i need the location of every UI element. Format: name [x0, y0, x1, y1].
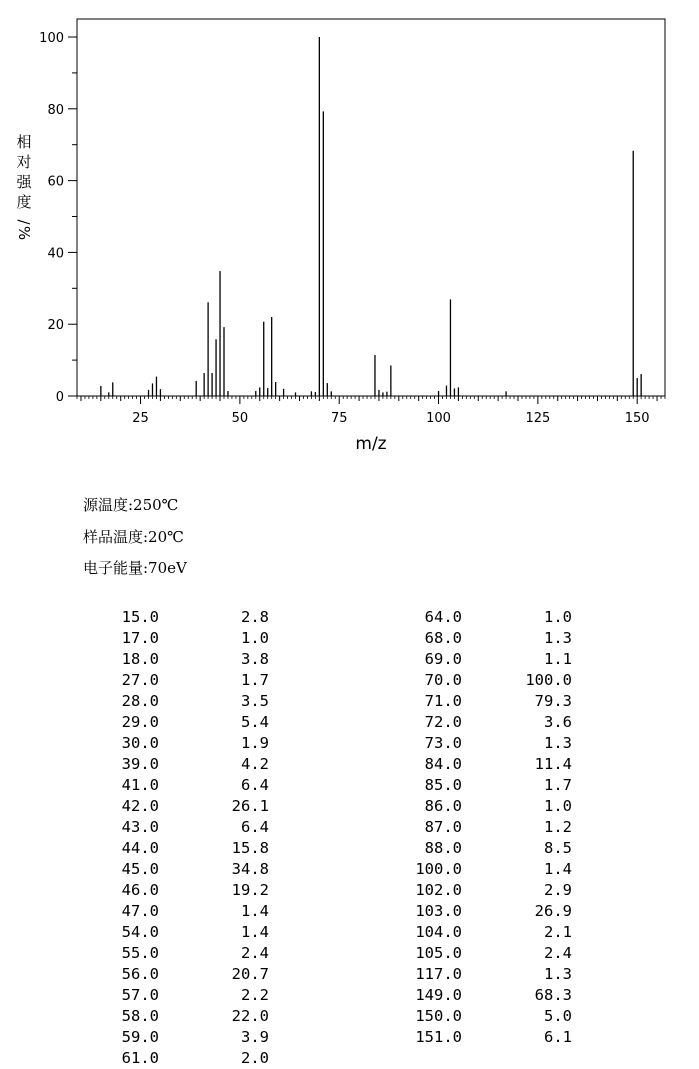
intensity-value: 20.7 [231, 965, 269, 983]
conditions-block [83, 492, 187, 587]
x-tick-label: 150 [624, 411, 650, 426]
peak-row-right [0, 607, 699, 628]
intensity-value: 3.6 [544, 713, 572, 731]
peak-row-right [0, 775, 699, 796]
mz-value: 44.0 [121, 839, 159, 857]
intensity-value: 2.1 [544, 923, 572, 941]
peak-row-left [0, 1048, 699, 1069]
intensity-value: 4.2 [241, 755, 269, 773]
intensity-value: 2.0 [241, 1049, 269, 1067]
x-tick-label: 75 [330, 411, 348, 426]
y-tick-label: 100 [39, 31, 64, 46]
mz-value: 43.0 [121, 818, 159, 836]
intensity-value: 34.8 [231, 860, 269, 878]
y-axis-label-char: 度 [16, 193, 32, 211]
y-axis-label-char: / [15, 219, 33, 225]
mz-value: 105.0 [415, 944, 462, 962]
intensity-value: 1.4 [241, 923, 269, 941]
x-tick-label: 25 [132, 411, 149, 426]
peak-row-right [0, 1006, 699, 1027]
intensity-value: 1.7 [544, 776, 572, 794]
intensity-value: 6.4 [241, 776, 269, 794]
mz-value: 150.0 [415, 1007, 462, 1025]
mz-value: 18.0 [121, 650, 159, 668]
y-axis-label-char: 相 [16, 133, 32, 151]
mz-value: 56.0 [121, 965, 159, 983]
peak-row-right [0, 754, 699, 775]
mz-value: 100.0 [415, 860, 462, 878]
mz-value: 17.0 [121, 629, 159, 647]
spectrum-svg [0, 0, 699, 470]
mz-value: 102.0 [415, 881, 462, 899]
mz-value: 103.0 [415, 902, 462, 920]
intensity-value: 2.8 [241, 608, 269, 626]
intensity-value: 2.2 [241, 986, 269, 1004]
intensity-value: 1.7 [241, 671, 269, 689]
mz-value: 54.0 [121, 923, 159, 941]
peak-row-right [0, 1027, 699, 1048]
intensity-value: 1.4 [544, 860, 572, 878]
mz-value: 61.0 [121, 1049, 159, 1067]
mz-value: 104.0 [415, 923, 462, 941]
x-tick-label: 125 [525, 411, 551, 426]
mz-value: 41.0 [121, 776, 159, 794]
intensity-value: 1.4 [241, 902, 269, 920]
source-temperature: 源温度:250℃ [83, 496, 179, 514]
x-axis-label: m/z [355, 434, 387, 454]
mz-value: 117.0 [415, 965, 462, 983]
x-major-ticks [81, 396, 657, 426]
intensity-value: 68.3 [534, 986, 572, 1004]
peak-row-right [0, 880, 699, 901]
mz-value: 69.0 [424, 650, 462, 668]
intensity-value: 1.0 [241, 629, 269, 647]
intensity-value: 3.5 [241, 692, 269, 710]
mz-value: 29.0 [121, 713, 159, 731]
peak-row-right [0, 901, 699, 922]
mz-value: 15.0 [121, 608, 159, 626]
peak-row-right [0, 817, 699, 838]
mz-value: 58.0 [121, 1007, 159, 1025]
mz-value: 42.0 [121, 797, 159, 815]
intensity-value: 1.3 [544, 734, 572, 752]
intensity-value: 2.4 [544, 944, 572, 962]
mz-value: 85.0 [424, 776, 462, 794]
mz-value: 84.0 [424, 755, 462, 773]
mz-value: 72.0 [424, 713, 462, 731]
peak-row-right [0, 985, 699, 1006]
y-tick-label: 0 [55, 390, 64, 405]
mz-value: 71.0 [424, 692, 462, 710]
mz-value: 68.0 [424, 629, 462, 647]
mz-value: 149.0 [415, 986, 462, 1004]
y-ticks [39, 31, 77, 405]
mz-value: 64.0 [424, 608, 462, 626]
mz-value: 57.0 [121, 986, 159, 1004]
mz-value: 151.0 [415, 1028, 462, 1046]
peak-row-right [0, 691, 699, 712]
sample-temperature: 样品温度:20℃ [83, 527, 184, 546]
mz-value: 86.0 [424, 797, 462, 815]
y-tick-label: 80 [47, 102, 64, 118]
x-tick-label: 100 [426, 411, 451, 426]
intensity-value: 6.1 [544, 1028, 572, 1046]
intensity-value: 5.0 [544, 1007, 572, 1025]
mz-value: 87.0 [424, 818, 462, 836]
intensity-value: 8.5 [544, 839, 572, 857]
mz-value: 30.0 [121, 734, 159, 752]
peak-row-right [0, 712, 699, 733]
mz-value: 28.0 [121, 692, 159, 710]
peak-row-right [0, 670, 699, 691]
y-tick-label: 40 [47, 246, 64, 262]
y-axis-label-char: 对 [16, 153, 32, 171]
y-axis-label [15, 133, 33, 240]
intensity-value: 1.0 [544, 797, 572, 815]
mz-value: 45.0 [121, 860, 159, 878]
peak-row-right [0, 964, 699, 985]
intensity-value: 1.0 [544, 608, 572, 626]
peak-row-right [0, 943, 699, 964]
intensity-value: 22.0 [231, 1007, 269, 1025]
mz-value: 88.0 [424, 839, 462, 857]
intensity-value: 2.9 [544, 881, 572, 899]
mz-value: 70.0 [424, 671, 462, 689]
y-axis-label-char: % [15, 225, 33, 241]
electron-energy: 电子能量:70eV [83, 559, 187, 577]
mz-value: 39.0 [121, 755, 159, 773]
peak-row-right [0, 649, 699, 670]
intensity-value: 2.4 [241, 944, 269, 962]
mass-spectrum-chart [0, 0, 699, 470]
intensity-value: 79.3 [534, 692, 572, 710]
intensity-value: 19.2 [231, 881, 269, 899]
intensity-value: 3.8 [241, 650, 269, 668]
intensity-value: 1.1 [544, 650, 572, 668]
mz-value: 55.0 [121, 944, 159, 962]
intensity-value: 6.4 [241, 818, 269, 836]
intensity-value: 5.4 [241, 713, 269, 731]
intensity-value: 15.8 [231, 839, 269, 857]
peak-row-right [0, 628, 699, 649]
y-tick-label: 20 [47, 318, 64, 334]
intensity-value: 1.3 [544, 965, 572, 983]
x-tick-label: 50 [231, 411, 249, 426]
y-axis-label-char: 强 [16, 173, 32, 191]
intensity-value: 26.1 [231, 797, 269, 815]
y-tick-label: 60 [47, 174, 64, 190]
peak-row-right [0, 838, 699, 859]
peak-row-right [0, 859, 699, 880]
intensity-value: 1.9 [241, 734, 269, 752]
mz-value: 47.0 [121, 902, 159, 920]
peak-row-right [0, 796, 699, 817]
mz-value: 46.0 [121, 881, 159, 899]
mz-value: 73.0 [424, 734, 462, 752]
intensity-value: 1.3 [544, 629, 572, 647]
peak-bars [101, 37, 641, 396]
intensity-value: 100.0 [525, 671, 572, 689]
intensity-value: 26.9 [534, 902, 572, 920]
mz-value: 27.0 [121, 671, 159, 689]
intensity-value: 3.9 [241, 1028, 269, 1046]
plot-frame [77, 19, 665, 396]
intensity-value: 1.2 [544, 818, 572, 836]
intensity-value: 11.4 [534, 755, 572, 773]
mz-value: 59.0 [121, 1028, 159, 1046]
peak-row-right [0, 733, 699, 754]
peak-row-right [0, 922, 699, 943]
